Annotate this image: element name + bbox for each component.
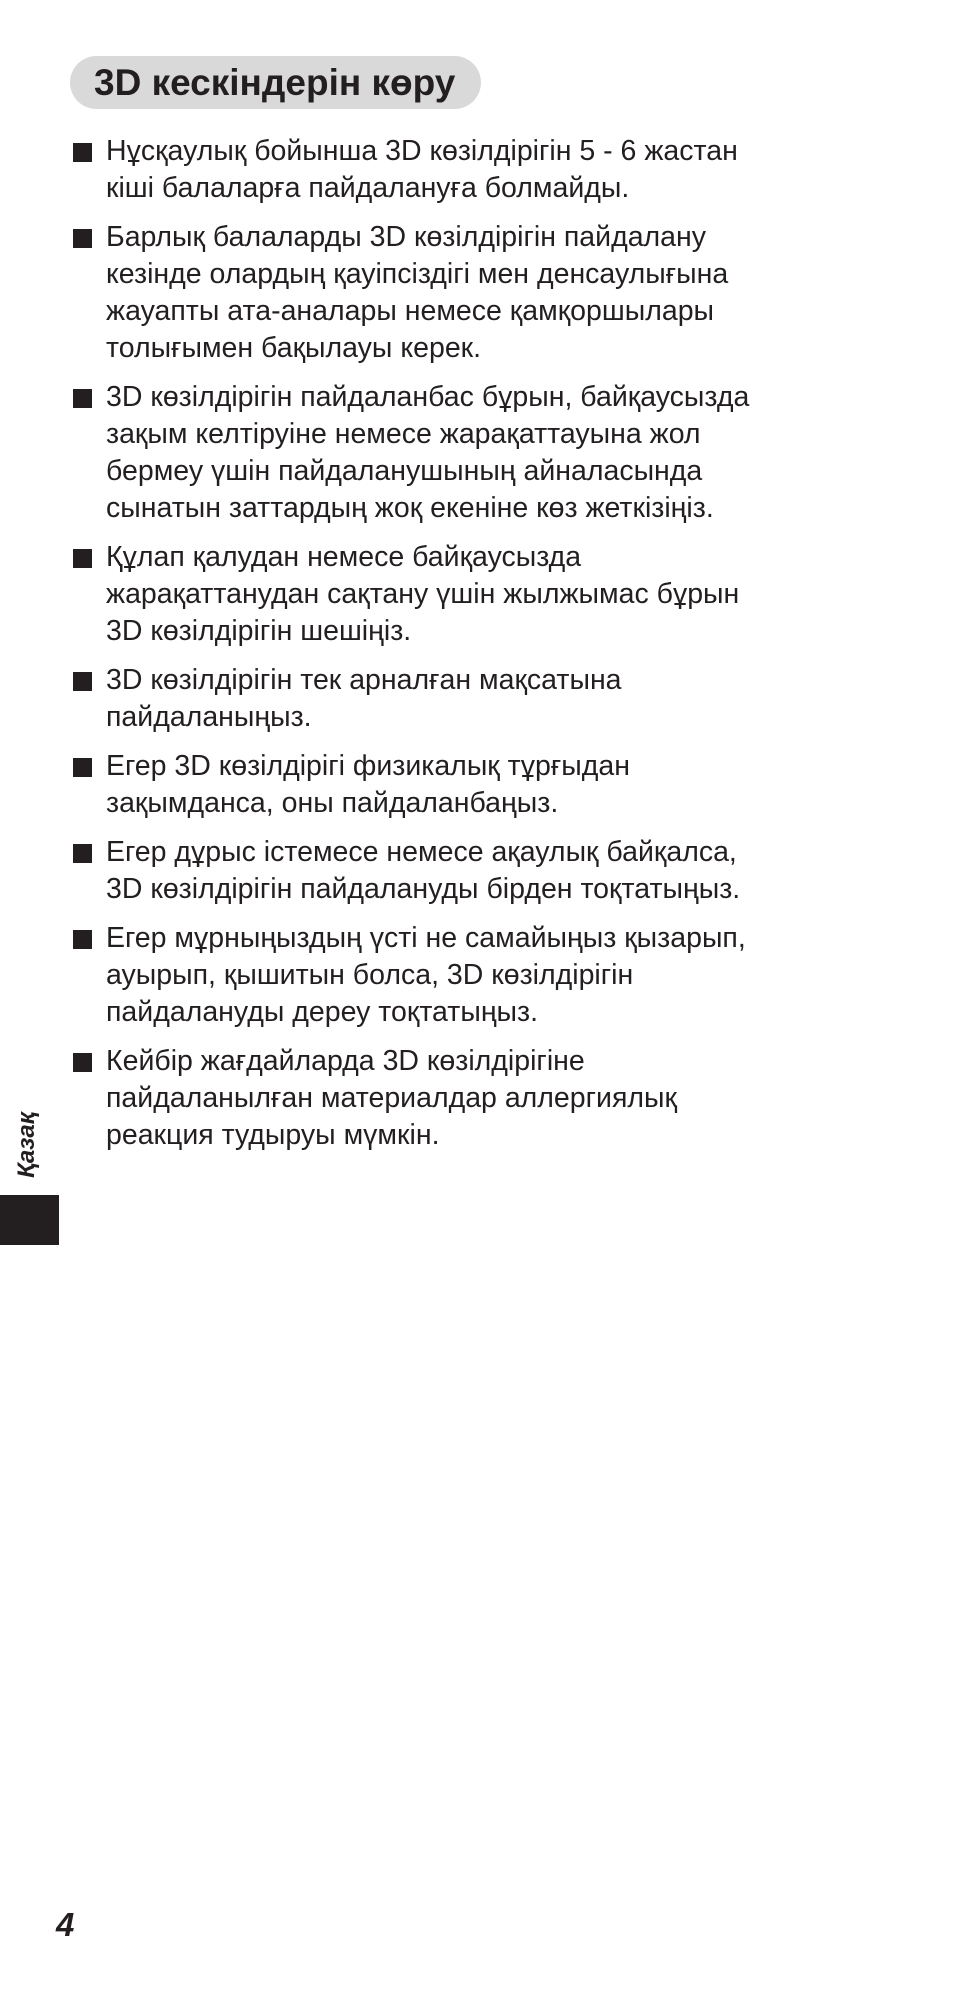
note-text-line: Нұсқаулық бойынша 3D көзілдірігін 5 - 6 жастан: [106, 135, 738, 167]
safety-note: [70, 1043, 870, 1154]
note-text-line: зақымданса, оны пайдаланбаңыз.: [106, 787, 559, 819]
language-tab-label: Қазақ: [13, 1112, 40, 1178]
note-text-line: 3D көзілдірігін шешіңіз.: [106, 615, 412, 647]
page-number: 4: [56, 1906, 75, 1943]
square-bullet-icon: [73, 1053, 92, 1072]
note-text-line: Құлап қалудан немесе байқаусызда: [106, 541, 582, 573]
note-text-line: кезінде олардың қауіпсіздігі мен денсаулығына: [106, 258, 729, 290]
note-text-line: реакция тудыруы мүмкін.: [106, 1119, 440, 1151]
square-bullet-icon: [73, 930, 92, 949]
note-text-line: Егер мұрныңыздың үсті не самайыңыз қызарып,: [106, 922, 746, 954]
square-bullet-icon: [73, 143, 92, 162]
safety-note: [70, 539, 870, 650]
note-text-line: Барлық балаларды 3D көзілдірігін пайдалану: [106, 221, 707, 253]
language-tab-marker: [0, 1195, 59, 1245]
safety-notes-list: [70, 133, 870, 1166]
note-text-line: толығымен бақылауы керек.: [106, 332, 482, 364]
safety-note: [70, 133, 870, 207]
square-bullet-icon: [73, 844, 92, 863]
safety-note: [70, 662, 870, 736]
note-text-line: пайдаланыңыз.: [106, 701, 312, 733]
note-text-line: сынатын заттардың жоқ екеніне көз жеткізіңіз.: [106, 492, 714, 524]
square-bullet-icon: [73, 229, 92, 248]
note-text-line: 3D көзілдірігін тек арналған мақсатына: [106, 664, 622, 696]
square-bullet-icon: [73, 389, 92, 408]
safety-note: [70, 219, 870, 367]
note-text-line: 3D көзілдірігін пайдаланбас бұрын, байқаусызда: [106, 381, 750, 413]
safety-note: [70, 748, 870, 822]
note-text-line: ауырып, қышитын болса, 3D көзілдірігін: [106, 959, 634, 991]
note-text-line: зақым келтіруіне немесе жарақаттауына жол: [106, 418, 701, 450]
square-bullet-icon: [73, 758, 92, 777]
note-text-line: пайдаланылған материалдар аллергиялық: [106, 1082, 677, 1114]
note-text-line: жарақаттанудан сақтану үшін жылжымас бұрын: [106, 578, 740, 610]
section-title: 3D кескіндерін көру: [70, 56, 481, 109]
square-bullet-icon: [73, 672, 92, 691]
note-text-line: бермеу үшін пайдаланушының айналасында: [106, 455, 703, 487]
square-bullet-icon: [73, 549, 92, 568]
safety-note: [70, 379, 870, 527]
note-text-line: жауапты ата-аналары немесе қамқоршылары: [106, 295, 715, 327]
safety-note: [70, 920, 870, 1031]
safety-note: [70, 834, 870, 908]
note-text-line: пайдалануды дереу тоқтатыңыз.: [106, 996, 539, 1028]
note-text-line: кіші балаларға пайдалануға болмайды.: [106, 172, 630, 204]
note-text-line: Егер 3D көзілдірігі физикалық тұрғыдан: [106, 750, 630, 782]
note-text-line: Егер дұрыс істемесе немесе ақаулық байқалса,: [106, 836, 737, 868]
note-text-line: Кейбір жағдайларда 3D көзілдірігіне: [106, 1045, 585, 1077]
note-text-line: 3D көзілдірігін пайдалануды бірден тоқтатыңыз.: [106, 873, 741, 905]
